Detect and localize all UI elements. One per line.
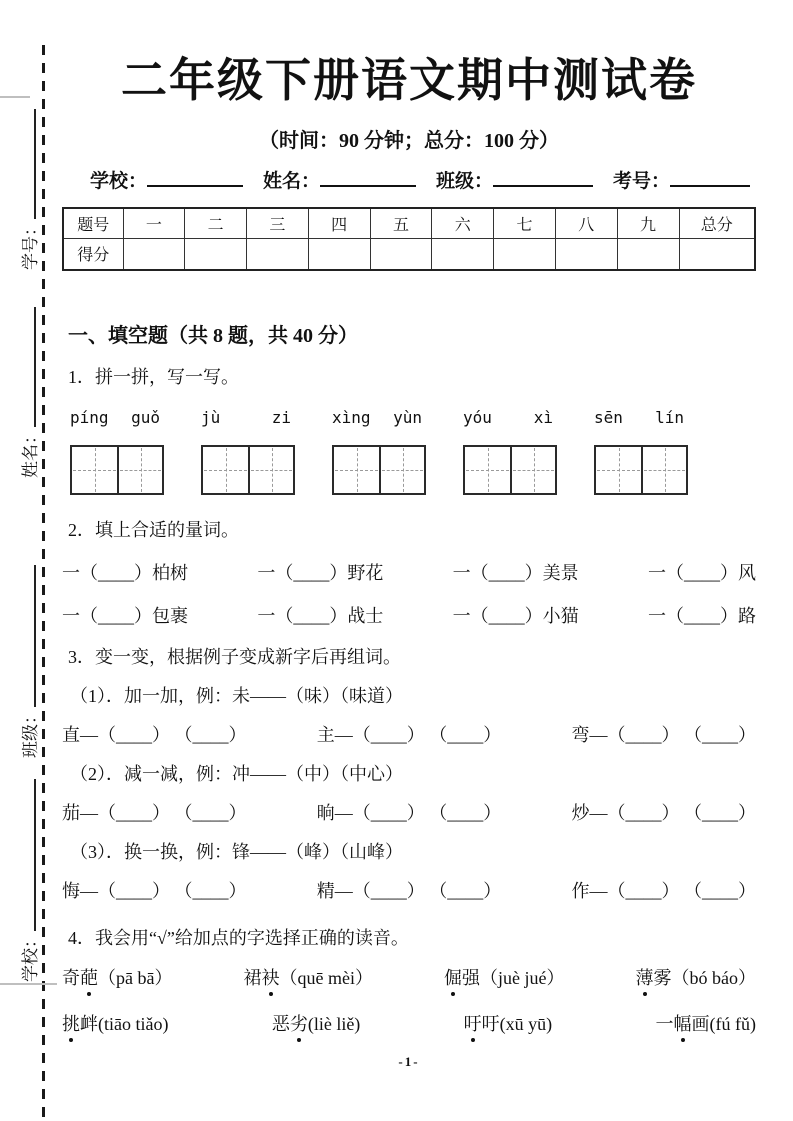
tianzige-cell bbox=[248, 447, 293, 493]
char-transform-item: 炒—（____） （____） bbox=[571, 802, 756, 823]
pronunciation-item bbox=[62, 966, 172, 990]
score-cell bbox=[555, 239, 617, 270]
pinyin-word bbox=[199, 407, 293, 429]
pinyin-syllable: jù bbox=[201, 407, 221, 427]
word-part: 衅 bbox=[80, 1013, 98, 1034]
side-student-no-blank bbox=[31, 109, 36, 219]
pronunciation-item bbox=[444, 966, 564, 990]
q3-sub3-label: （3）．换一换，例：锋——（峰）（山峰） bbox=[70, 841, 403, 862]
class-label: 班级： bbox=[435, 170, 493, 192]
pinyin-syllable: píng bbox=[70, 407, 109, 427]
tianzige-cell bbox=[379, 447, 424, 493]
score-header-cell: 三 bbox=[247, 208, 309, 239]
pinyin-syllable: lín bbox=[655, 407, 684, 427]
dotted-char: 幅 bbox=[673, 1013, 692, 1034]
measure-word-item: 一（____）风 bbox=[647, 562, 756, 583]
measure-word-item: 一（____）包裹 bbox=[62, 605, 188, 626]
reading-options: (fú fǔ) bbox=[709, 1013, 756, 1034]
score-header-cell: 七 bbox=[494, 208, 556, 239]
word-part: 强 bbox=[462, 967, 480, 988]
q4-row2 bbox=[62, 1012, 756, 1036]
score-cell bbox=[247, 239, 309, 270]
school-field bbox=[90, 169, 243, 195]
margin-mark-top bbox=[0, 96, 30, 98]
q4-row1 bbox=[62, 966, 756, 990]
char-transform-item: 精—（____） （____） bbox=[316, 880, 502, 901]
pinyin-word bbox=[461, 407, 555, 429]
dotted-char: 倔 bbox=[444, 967, 462, 988]
dotted-char: 袂 bbox=[261, 967, 280, 988]
pronunciation-item bbox=[636, 966, 757, 990]
score-header-cell: 六 bbox=[432, 208, 494, 239]
dotted-char: 葩 bbox=[80, 967, 98, 988]
question2-text: 2．填上合适的量词。 bbox=[68, 519, 239, 540]
tianzige-cell bbox=[465, 447, 510, 493]
tianzige-cell bbox=[203, 447, 248, 493]
reading-options: (xū yū) bbox=[499, 1013, 553, 1034]
class-field bbox=[436, 169, 593, 195]
test-paper bbox=[62, 0, 756, 1070]
paper-title: 二年级下册语文期中测试卷 bbox=[121, 55, 697, 106]
reading-options: （pā bā） bbox=[98, 967, 173, 988]
score-header-cell: 一 bbox=[123, 208, 185, 239]
dotted-char: 劣 bbox=[289, 1013, 308, 1034]
score-cell bbox=[432, 239, 494, 270]
side-label-class bbox=[16, 565, 41, 758]
side-label-student-no bbox=[16, 109, 41, 270]
word-part: 雾 bbox=[653, 967, 672, 988]
q3-sub1-label: （1）．加一加，例：未——（味）（味道） bbox=[70, 685, 403, 706]
q2-row1 bbox=[62, 562, 756, 585]
side-label-class-text: 班级： bbox=[21, 707, 40, 758]
side-label-student-no-text: 学号： bbox=[21, 219, 40, 270]
score-row-label: 得分 bbox=[63, 239, 123, 270]
word-part: 画 bbox=[691, 1013, 710, 1034]
reading-options: （juè jué） bbox=[480, 967, 565, 988]
word-part: 恶 bbox=[271, 1013, 290, 1034]
pinyin-syllable: zi bbox=[271, 407, 291, 427]
reading-options: (liè liě) bbox=[307, 1013, 361, 1034]
reading-options: （quē mèi） bbox=[279, 967, 373, 988]
tianzige-cell bbox=[72, 447, 117, 493]
measure-word-item: 一（____）野花 bbox=[257, 562, 384, 583]
q2-row2 bbox=[62, 605, 756, 628]
exam-no-blank bbox=[670, 181, 750, 187]
side-name-blank bbox=[31, 307, 36, 427]
side-label-name-text: 姓名： bbox=[21, 427, 40, 478]
question1-text: 1．拼一拼，写一写。 bbox=[68, 366, 239, 387]
char-transform-item: 作—（____） （____） bbox=[571, 880, 756, 901]
class-blank bbox=[493, 181, 593, 187]
score-header-cell: 八 bbox=[555, 208, 617, 239]
exam-no-label: 考号： bbox=[612, 170, 670, 192]
side-school-blank bbox=[31, 779, 36, 931]
school-blank bbox=[147, 181, 243, 187]
score-header-cell: 总分 bbox=[679, 208, 755, 239]
score-cell bbox=[370, 239, 432, 270]
measure-word-item: 一（____）美景 bbox=[452, 562, 579, 583]
char-transform-item: 直—（____） （____） bbox=[62, 724, 247, 745]
measure-word-item: 一（____）柏树 bbox=[62, 562, 188, 583]
score-table-header-row bbox=[63, 208, 755, 239]
score-header-cell: 九 bbox=[617, 208, 679, 239]
word-part: 奇 bbox=[62, 967, 80, 988]
question4-text: 4．我会用“√”给加点的字选择正确的读音。 bbox=[68, 927, 409, 948]
reading-options: (tiāo tiǎo) bbox=[98, 1013, 169, 1034]
margin-mark-bottom bbox=[0, 983, 57, 985]
tianzige-group bbox=[594, 445, 688, 495]
pinyin-word bbox=[68, 407, 162, 429]
pinyin-syllable: sēn bbox=[594, 407, 623, 427]
pronunciation-item bbox=[244, 966, 373, 990]
dotted-char: 吁 bbox=[463, 1013, 482, 1034]
name-field bbox=[263, 169, 416, 195]
score-cell bbox=[494, 239, 556, 270]
char-transform-item: 弯—（____） （____） bbox=[571, 724, 756, 745]
score-cell bbox=[123, 239, 185, 270]
pronunciation-item bbox=[62, 1012, 168, 1036]
q3-sub1-items bbox=[62, 724, 756, 747]
pronunciation-item bbox=[272, 1012, 360, 1036]
pinyin-word bbox=[330, 407, 424, 429]
page-number: -1- bbox=[398, 1053, 420, 1069]
char-transform-item: 悔—（____） （____） bbox=[62, 880, 247, 901]
pinyin-syllable: yùn bbox=[393, 407, 422, 427]
measure-word-item: 一（____）小猫 bbox=[452, 605, 579, 626]
binding-dashed-line bbox=[42, 45, 45, 1121]
score-header-cell: 二 bbox=[185, 208, 247, 239]
char-transform-item: 晌—（____） （____） bbox=[316, 802, 502, 823]
tianzige-cell bbox=[641, 447, 686, 493]
tianzige-group bbox=[201, 445, 295, 495]
pinyin-syllable: xì bbox=[533, 407, 553, 427]
tianzige-cell bbox=[510, 447, 555, 493]
tianzige-group bbox=[332, 445, 426, 495]
paper-subtitle: （时间：90 分钟；总分：100 分） bbox=[259, 129, 559, 152]
q3-sub2-label: （2）．减一减，例：冲——（中）（中心） bbox=[70, 763, 403, 784]
tianzige-cell bbox=[334, 447, 379, 493]
school-label: 学校： bbox=[90, 170, 148, 192]
exam-no-field bbox=[613, 169, 750, 195]
score-table-score-row bbox=[63, 239, 755, 270]
measure-word-item: 一（____）路 bbox=[647, 605, 756, 626]
char-transform-item: 茄—（____） （____） bbox=[62, 802, 247, 823]
side-label-name bbox=[16, 307, 41, 478]
side-label-school-text: 学校： bbox=[21, 931, 40, 982]
tianzige-group bbox=[70, 445, 164, 495]
tianzige-group bbox=[463, 445, 557, 495]
pinyin-word bbox=[592, 407, 686, 429]
student-info-row bbox=[62, 169, 756, 195]
word-part: 吁 bbox=[481, 1013, 500, 1034]
score-cell bbox=[308, 239, 370, 270]
tianzige-cell bbox=[117, 447, 162, 493]
score-header-cell: 四 bbox=[308, 208, 370, 239]
word-part: 一 bbox=[655, 1013, 674, 1034]
measure-word-item: 一（____）战士 bbox=[257, 605, 384, 626]
score-cell bbox=[185, 239, 247, 270]
score-header-cell: 五 bbox=[370, 208, 432, 239]
pronunciation-item bbox=[464, 1012, 553, 1036]
dotted-char: 薄 bbox=[635, 967, 654, 988]
section1-heading: 一、填空题（共 8 题，共 40 分） bbox=[68, 324, 358, 347]
q1-pinyin-row bbox=[62, 407, 756, 429]
score-cell bbox=[617, 239, 679, 270]
name-label: 姓名： bbox=[262, 170, 320, 192]
side-label-school bbox=[16, 779, 41, 982]
word-part: 裙 bbox=[243, 967, 262, 988]
side-class-blank bbox=[31, 565, 36, 707]
name-blank bbox=[320, 181, 416, 187]
score-cell bbox=[679, 239, 755, 270]
score-table bbox=[62, 207, 756, 271]
dotted-char: 挑 bbox=[62, 1013, 80, 1034]
q3-sub2-items bbox=[62, 802, 756, 825]
score-header-cell: 题号 bbox=[63, 208, 123, 239]
q3-sub3-items bbox=[62, 880, 756, 903]
pronunciation-item bbox=[656, 1012, 756, 1036]
pinyin-syllable: yóu bbox=[463, 407, 492, 427]
reading-options: （bó báo） bbox=[671, 967, 756, 988]
tianzige-cell bbox=[596, 447, 641, 493]
q1-writing-grid-row bbox=[62, 445, 756, 495]
question3-text: 3．变一变，根据例子变成新字后再组词。 bbox=[68, 646, 401, 667]
char-transform-item: 主—（____） （____） bbox=[316, 724, 502, 745]
pinyin-syllable: xìng bbox=[332, 407, 371, 427]
pinyin-syllable: guǒ bbox=[131, 407, 160, 427]
